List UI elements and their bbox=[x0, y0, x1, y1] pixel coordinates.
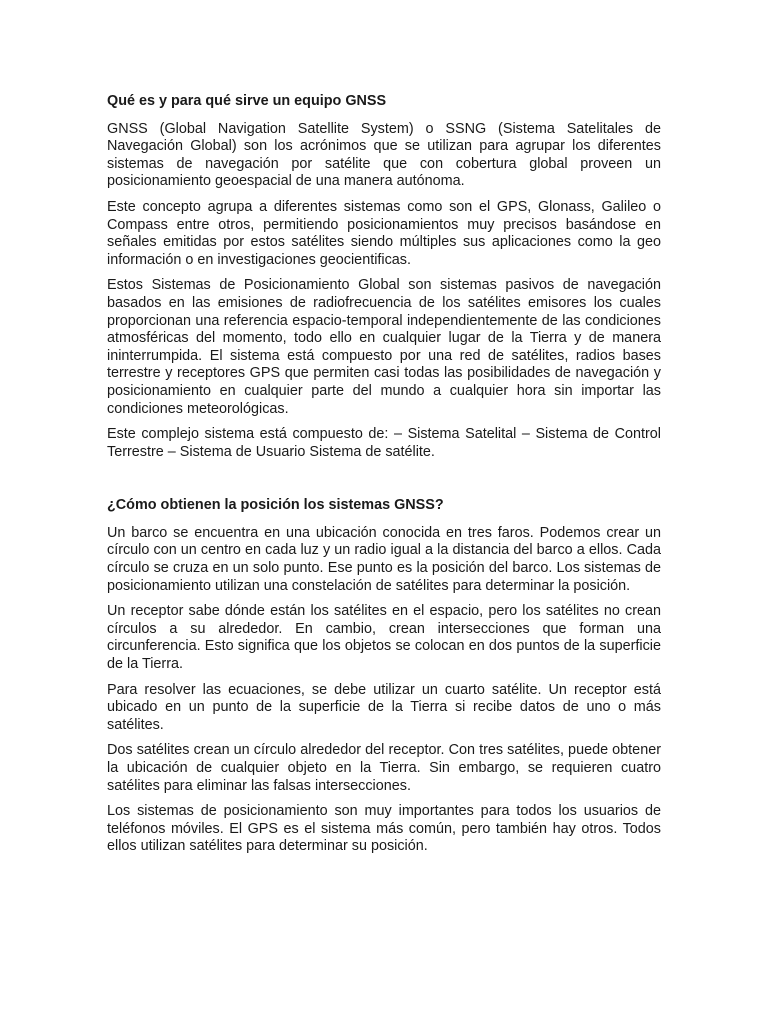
document-page bbox=[107, 93, 661, 864]
section-como-obtienen-posicion bbox=[107, 497, 661, 856]
paragraph: Un receptor sabe dónde están los satélites en el espacio, pero los satélites no crean círculos a su alrededor. En cambio, crean intersecciones que forman una circunferencia. Esto significa que los objetos se colocan en dos puntos de la superficie de la Tierra. bbox=[107, 603, 661, 673]
paragraph: Dos satélites crean un círculo alrededor del receptor. Con tres satélites, puede obtener la ubicación de cualquier objeto en la Tierra. Sin embargo, se requieren cuatro satélites para eliminar las falsas intersecciones. bbox=[107, 742, 661, 794]
section-que-es-gnss bbox=[107, 93, 661, 461]
paragraph: Un barco se encuentra en una ubicación conocida en tres faros. Podemos crear un círculo con un centro en cada luz y un radio igual a la distancia del barco a ellos. Cada círculo se cruza en un solo punto. Ese punto es la posición del barco. Los sistemas de posicionamiento utilizan una constelación de satélites para determinar la posición. bbox=[107, 524, 661, 594]
paragraph: GNSS (Global Navigation Satellite System) o SSNG (Sistema Satelitales de Navegación Global) son los acrónimos que se utilizan para agrupar los diferentes sistemas de navegación por satélite que con cobertura global proveen un posicionamiento geoespacial de una manera autónoma. bbox=[107, 120, 661, 190]
paragraph: Estos Sistemas de Posicionamiento Global son sistemas pasivos de navegación basados en las emisiones de radiofrecuencia de los satélites emisores los cuales proporcionan una referencia espacio-temporal independientemente de las condiciones atmosféricas del momento, todo ello en cualquier lugar de la Tierra y de manera ininterrumpida. El sistema está compuesto por una red de satélites, radios bases terrestre y receptores GPS que permiten casi todas las posibilidades de navegación y posicionamiento en cualquier parte del mundo a cualquier hora sin importar las condiciones meteorológicas. bbox=[107, 277, 661, 417]
section-heading: Qué es y para qué sirve un equipo GNSS bbox=[107, 93, 387, 109]
paragraph: Este complejo sistema está compuesto de: – Sistema Satelital – Sistema de Control Terrestre – Sistema de Usuario Sistema de satélite. bbox=[107, 426, 661, 460]
paragraph: Este concepto agrupa a diferentes sistemas como son el GPS, Glonass, Galileo o Compass entre otros, permitiendo posicionamientos muy precisos basándose en señales emitidas por estos satélites siendo múltiples sus aplicaciones como la geo información o en investigaciones geocientificas. bbox=[107, 198, 661, 268]
section-heading: ¿Cómo obtienen la posición los sistemas GNSS? bbox=[107, 497, 444, 514]
paragraph: Los sistemas de posicionamiento son muy importantes para todos los usuarios de teléfonos móviles. El GPS es el sistema más común, pero también hay otros. Todos ellos utilizan satélites para determinar su posición. bbox=[107, 803, 661, 855]
paragraph: Para resolver las ecuaciones, se debe utilizar un cuarto satélite. Un receptor está ubicado en un punto de la superficie de la Tierra si recibe datos de uno o más satélites. bbox=[107, 681, 661, 733]
